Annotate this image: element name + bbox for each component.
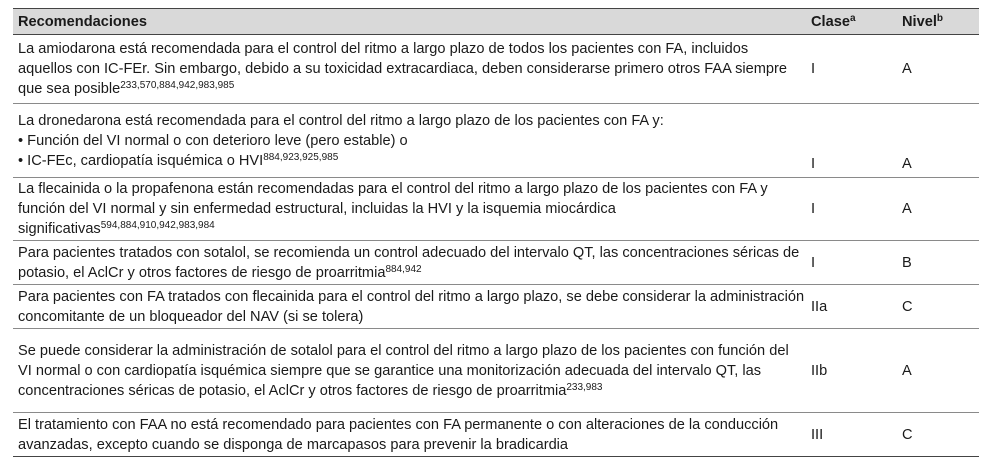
level-cell: A (902, 61, 912, 77)
recommendation-body: El tratamiento con FAA no está recomendado para pacientes con FA permanente o con alteraciones de la conducción avanzadas, excepto cuando se disponga de marcapasos para prevenir la bradicardia (18, 416, 779, 453)
recommendation-body: La flecainida o la propafenona están recomendadas para el control del ritmo a largo plazo de los pacientes con FA y función del VI normal y sin enfermedad estructural, incluidas la HVI y la isquemia miocárdica significativas (18, 181, 768, 237)
level-cell: A (902, 201, 912, 217)
level-cell: C (902, 426, 913, 443)
reference-numbers: 233,570,884,942,983,985 (120, 80, 235, 91)
recommendation-text (13, 178, 806, 241)
bullet-item (18, 151, 806, 171)
class-cell: I (811, 254, 816, 271)
class-cell: III (811, 426, 824, 443)
recommendation-text (13, 35, 806, 104)
level-cell: A (902, 156, 912, 172)
recommendation-body: Para pacientes tratados con sotalol, se recomienda un control adecuado del intervalo QT, las concentraciones séricas de potasio, el AclCr y otros factores de riesgo de proarritmia (18, 244, 800, 281)
recommendation-body: Se puede considerar la administración de sotalol para el control del ritmo a largo plazo de los pacientes con función del VI normal o con cardiopatía isquémica siempre que se garantice una monitorización adecuada del intervalo QT, las concentraciones séricas de potasio, el AclCr y otros factores de riesgo de proarritmia (18, 342, 789, 399)
recommendation-text (13, 329, 806, 413)
table-row (13, 35, 979, 104)
class-cell: I (811, 156, 816, 172)
recommendation-text (13, 104, 806, 178)
bullet-item: • Función del VI normal o con deterioro leve (pero estable) o (18, 132, 408, 149)
reference-numbers: 884,942 (385, 263, 422, 275)
header-class (806, 9, 897, 35)
recommendation-body: Para pacientes con FA tratados con flecainida para el control del ritmo a largo plazo, se debe considerar la administración concomitante de un bloqueador del NAV (si se tolera) (18, 288, 805, 325)
level-cell: B (902, 254, 912, 271)
bullet-item-text: • IC-FEc, cardiopatía isquémica o HVI (18, 152, 264, 169)
recommendations-table (13, 8, 979, 457)
table-row (13, 241, 979, 285)
header-level-label: Nivel (902, 13, 937, 30)
table-row (13, 285, 979, 329)
header-recommendations (13, 9, 806, 35)
reference-numbers: 233,983 (566, 381, 603, 393)
header-level-footnote: b (936, 12, 943, 24)
recommendation-text (13, 285, 806, 329)
reference-numbers: 884,923,925,985 (263, 151, 339, 163)
recommendation-text (13, 241, 806, 285)
reference-numbers: 594,884,910,942,983,984 (100, 220, 215, 231)
header-level (897, 9, 979, 35)
level-cell: A (902, 362, 912, 379)
class-cell: IIb (811, 362, 828, 379)
header-recommendations-label: Recomendaciones (18, 13, 147, 30)
class-cell: I (811, 61, 816, 77)
table-row (13, 413, 979, 457)
class-cell: IIa (811, 298, 828, 315)
recommendation-text (13, 413, 806, 457)
table-row (13, 329, 979, 413)
class-cell: I (811, 201, 816, 217)
header-class-label: Clase (811, 13, 850, 30)
recommendation-body: La amiodarona está recomendada para el control del ritmo a largo plazo de todos los pacientes con FA, incluidos aquellos con IC-FEr. Sin embargo, debido a su toxicidad extracardiaca, deben considerarse primero otros FAA siempre que sea posible (18, 41, 787, 97)
recommendation-body: La dronedarona está recomendada para el control del ritmo a largo plazo de los pacientes con FA y: (18, 112, 664, 129)
table-row (13, 104, 979, 178)
table-header-row (13, 9, 979, 35)
level-cell: C (902, 298, 913, 315)
header-class-footnote: a (849, 12, 856, 24)
table-row (13, 178, 979, 241)
